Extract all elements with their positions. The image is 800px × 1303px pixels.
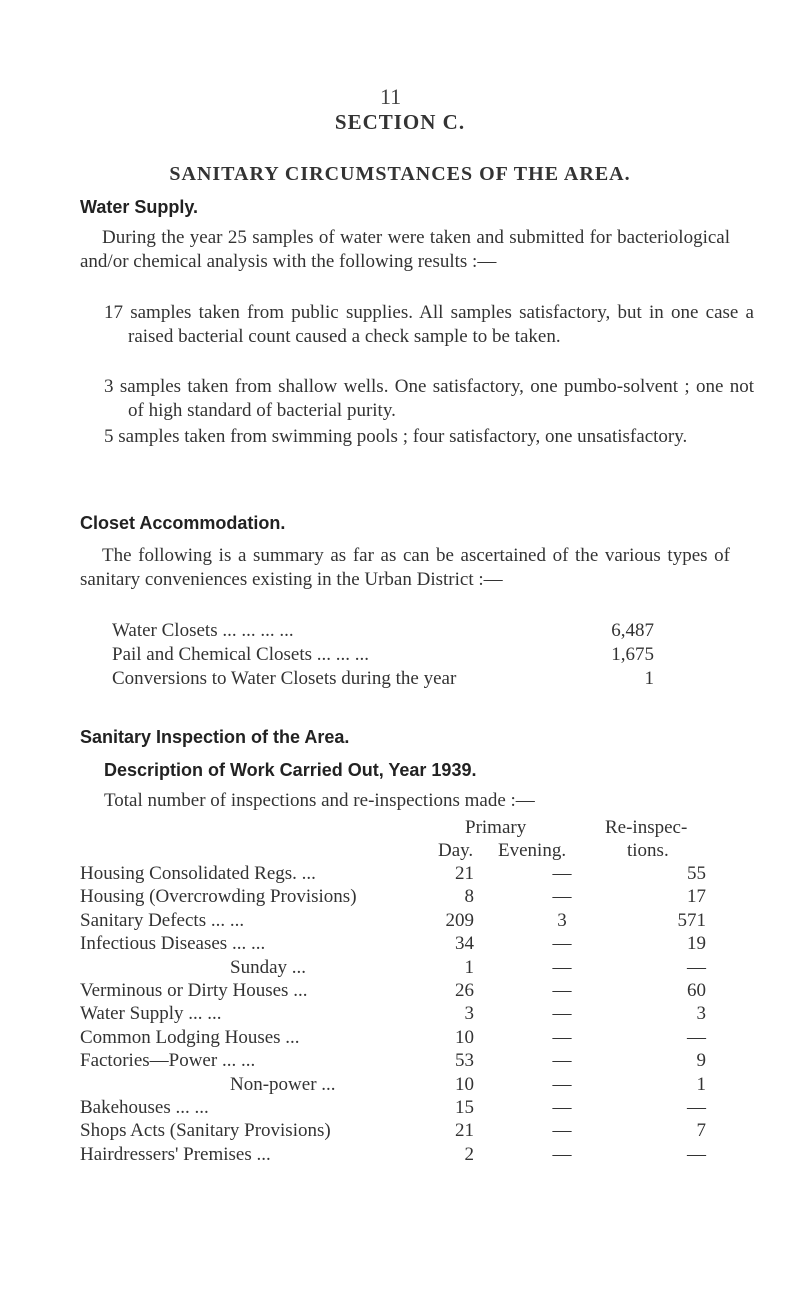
table-cell-day: 21 <box>455 1120 474 1142</box>
table-row-label: Verminous or Dirty Houses ... <box>80 980 308 1001</box>
table-row-label: Infectious Diseases ... ... <box>80 933 266 955</box>
table-row-label: Water Supply ... ... <box>80 1003 222 1025</box>
table-cell-day: 34 <box>455 933 474 955</box>
closet-row-value: 1,675 <box>611 644 654 665</box>
closet-row-value: 1 <box>644 668 654 689</box>
column-header-evening: Evening. <box>498 840 567 861</box>
column-header-tions: tions. <box>627 840 669 861</box>
table-cell-day: 53 <box>455 1050 474 1072</box>
table-cell-evening: 3 <box>557 909 567 931</box>
table-cell-day: 10 <box>455 1073 474 1095</box>
table-cell-evening: — <box>552 1026 572 1048</box>
table-row-label: Housing Consolidated Regs. ... <box>80 863 316 884</box>
table-cell-reinspections: 9 <box>696 1050 706 1072</box>
table-row-label: Non-power ... <box>230 1073 336 1095</box>
table-cell-reinspections: — <box>687 1143 706 1165</box>
closet-row-label: Water Closets ... ... ... ... <box>112 620 294 641</box>
table-cell-day: 2 <box>464 1143 474 1165</box>
table-cell-evening: — <box>552 933 572 955</box>
table-row-label: Sunday ... <box>230 956 306 978</box>
table-cell-reinspections: 3 <box>696 1003 706 1025</box>
table-cell-day: 10 <box>455 1026 474 1048</box>
table-cell-reinspections: 17 <box>687 886 706 908</box>
column-header-reinspec: Re-inspec- <box>605 817 688 838</box>
water-sample-item: 3 samples taken from shallow wells. One satisfactory, one pumbo-solvent ; one not of high standard of bacterial purity. <box>104 376 754 421</box>
table-cell-reinspections: 1 <box>696 1073 706 1095</box>
column-header-primary: Primary <box>465 817 527 838</box>
table-cell-day: 15 <box>455 1097 474 1118</box>
table-row-label: Common Lodging Houses ... <box>80 1026 300 1048</box>
table-cell-reinspections: 60 <box>687 980 706 1001</box>
section-title: SECTION C. <box>334 110 466 134</box>
table-cell-evening: — <box>552 1050 572 1072</box>
table-cell-day: 1 <box>464 956 474 978</box>
water-sample-item: 17 samples taken from public supplies. All samples satisfactory, but in one case a raised bacterial count caused a check sample to be taken. <box>104 302 754 347</box>
table-cell-day: 209 <box>445 909 474 931</box>
table-cell-evening: — <box>552 1120 572 1142</box>
closet-heading: Closet Accommodation. <box>80 513 286 533</box>
table-cell-evening: — <box>552 863 572 884</box>
table-cell-day: 21 <box>455 863 474 884</box>
table-row-label: Hairdressers' Premises ... <box>80 1143 271 1165</box>
page-number: 11 <box>380 84 402 109</box>
water-sample-item: 5 samples taken from swimming pools ; four satisfactory, one unsatisfactory. <box>104 426 688 447</box>
closet-summary <box>112 620 692 696</box>
table-row-label: Sanitary Defects ... ... <box>80 909 245 931</box>
inspection-subheading: Description of Work Carried Out, Year 1939. <box>104 760 477 780</box>
table-cell-evening: — <box>552 980 572 1001</box>
closet-row-label: Pail and Chemical Closets ... ... ... <box>112 644 370 665</box>
table-cell-evening: — <box>552 1073 572 1095</box>
table-cell-day: 8 <box>464 886 474 908</box>
table-cell-reinspections: 7 <box>696 1120 706 1142</box>
water-supply-heading: Water Supply. <box>80 197 199 217</box>
table-cell-day: 3 <box>464 1003 474 1025</box>
main-title: SANITARY CIRCUMSTANCES OF THE AREA. <box>169 163 631 185</box>
inspection-heading: Sanitary Inspection of the Area. <box>80 727 350 747</box>
table-cell-evening: — <box>552 1097 572 1118</box>
table-cell-day: 26 <box>455 980 474 1001</box>
table-cell-reinspections: — <box>687 1026 706 1048</box>
table-row-label: Bakehouses ... ... <box>80 1097 209 1118</box>
table-cell-evening: — <box>552 956 572 978</box>
closet-row-value: 6,487 <box>611 620 654 641</box>
table-cell-evening: — <box>552 1003 572 1025</box>
table-cell-evening: — <box>552 886 572 908</box>
table-cell-reinspections: 571 <box>677 909 706 931</box>
table-cell-reinspections: 19 <box>687 933 706 955</box>
table-cell-reinspections: — <box>687 956 706 978</box>
table-cell-evening: — <box>552 1143 572 1165</box>
table-cell-reinspections: — <box>687 1097 706 1118</box>
table-cell-reinspections: 55 <box>687 863 706 884</box>
closet-intro: The following is a summary as far as can be ascertained of the various types of sanitary conveniences existing in the Urban District :— <box>80 545 730 590</box>
table-row-label: Shops Acts (Sanitary Provisions) <box>80 1120 331 1142</box>
closet-row-label: Conversions to Water Closets during the year <box>112 668 457 689</box>
column-header-day: Day. <box>438 840 474 861</box>
table-row-label: Housing (Overcrowding Provisions) <box>80 886 357 908</box>
inspection-total-line: Total number of inspections and re-inspections made :— <box>104 790 535 811</box>
water-supply-intro: During the year 25 samples of water were taken and submitted for bacteriological and/or chemical analysis with the following results :— <box>80 227 730 272</box>
table-row-label: Factories—Power ... ... <box>80 1050 256 1072</box>
